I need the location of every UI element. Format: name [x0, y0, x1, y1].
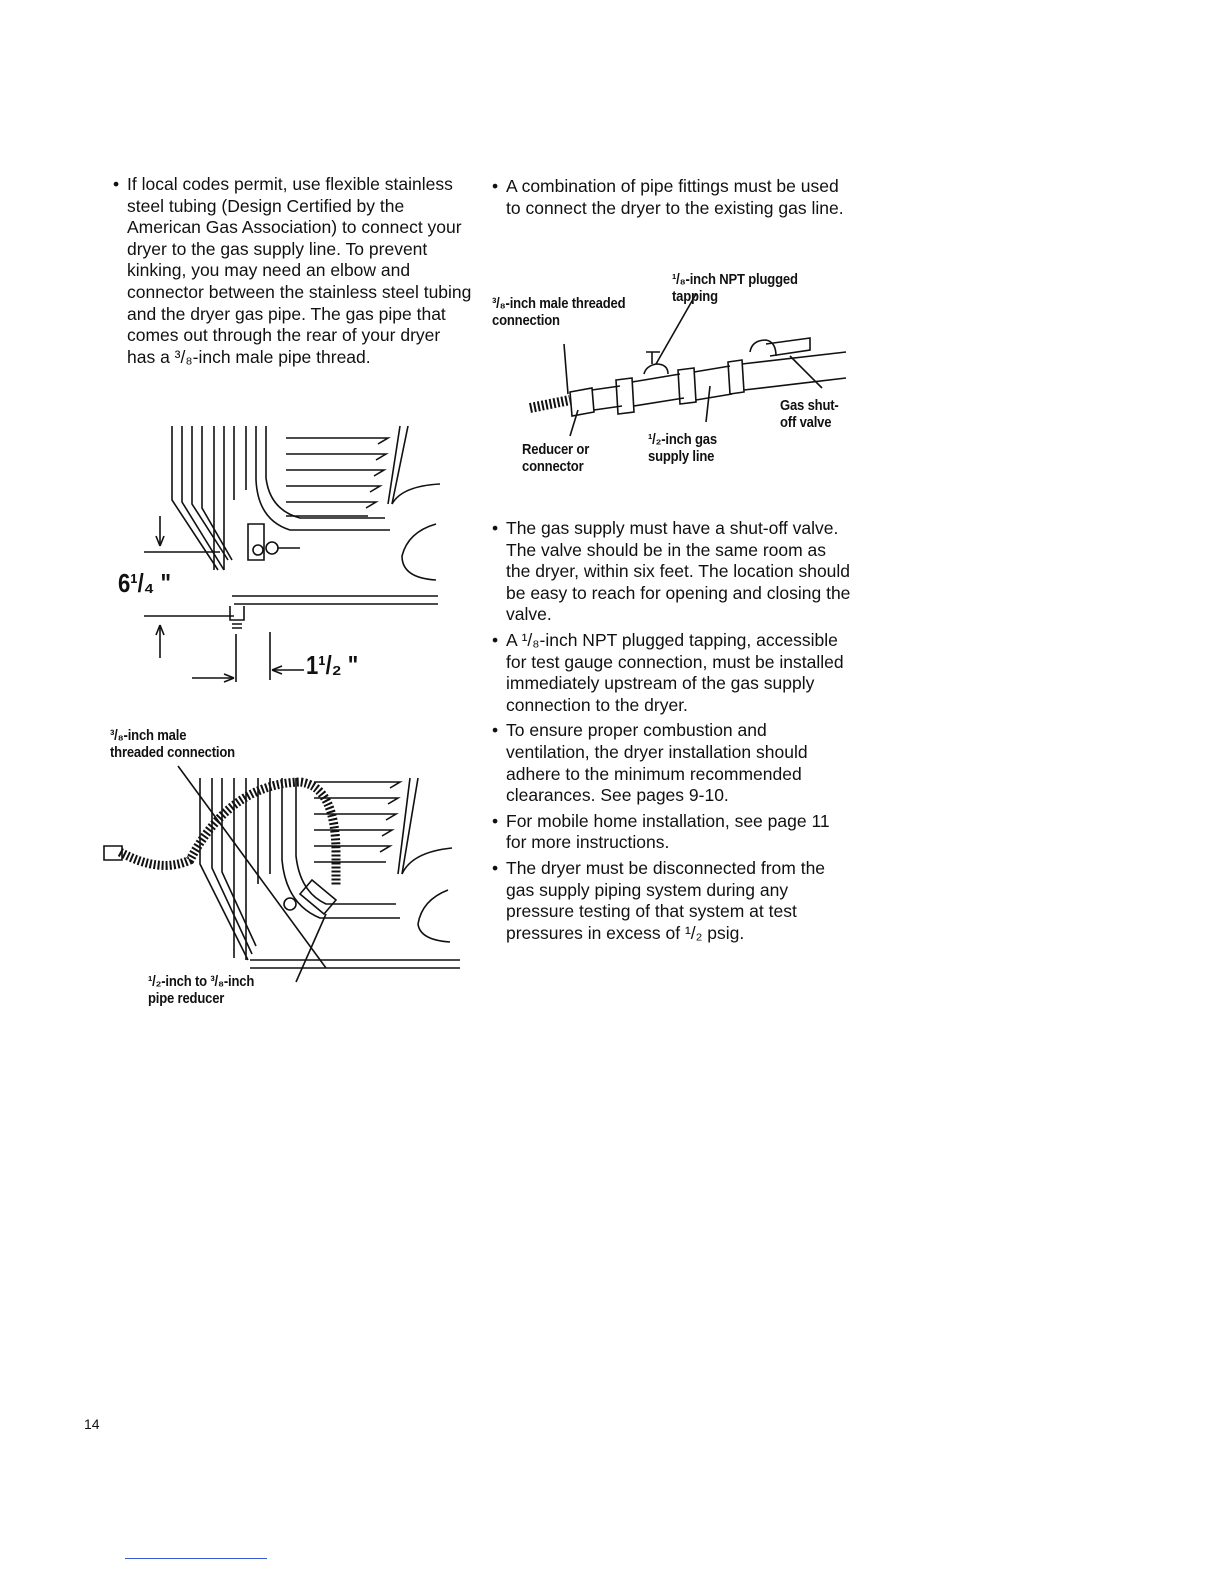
figure2-reducer-line1: ¹/₂-inch to ³/₈-inch	[148, 974, 255, 990]
figure2-reducer-line2: pipe reducer	[148, 991, 225, 1007]
figure3-shutoff-label	[780, 398, 839, 432]
pipe-fittings-paragraph: • A combination of pipe fittings must be used to connect the dryer to the existing gas line.	[492, 176, 852, 219]
figure3-plugged-label	[672, 272, 798, 306]
figure2-reducer-label	[148, 974, 254, 1008]
figure3-plugged-line2: tapping	[672, 289, 718, 305]
dimension-offset-label: 1¹/₂ "	[306, 650, 359, 680]
left-column	[113, 174, 473, 368]
figure3-reducer-label	[522, 442, 589, 476]
figure3-male-line1: ³/₈-inch male threaded	[492, 296, 626, 312]
footer-rule	[125, 1558, 267, 1559]
figure3-plugged-line1: ¹/₈-inch NPT plugged	[672, 272, 798, 288]
figure2-connection-line1: ³/₈-inch male	[110, 728, 187, 744]
npt-tapping-bullet: • A ¹/₈-inch NPT plugged tapping, accessible for test gauge connection, must be installed immediately upstream of the gas supply connection to the dryer.	[492, 630, 852, 716]
figure3-reducer-line1: Reducer or	[522, 442, 590, 458]
shutoff-valve-bullet: • The gas supply must have a shut-off valve. The valve should be in the same room as the dryer, within six feet. The location should be easy to reach for opening and closing the valve.	[492, 518, 852, 626]
figure3-male-line2: connection	[492, 313, 560, 329]
figure3-supply-label	[648, 432, 717, 466]
flexible-connector-figure	[100, 764, 470, 994]
page-number: 14	[84, 1416, 100, 1432]
figure3-supply-line1: ¹/₂-inch gas	[648, 432, 717, 448]
figure2-connection-label	[110, 728, 235, 762]
figure3-shutoff-line2: off valve	[780, 415, 832, 431]
figure3-shutoff-line1: Gas shut-	[780, 398, 839, 414]
flexible-tubing-paragraph: • If local codes permit, use flexible stainless steel tubing (Design Certified by the American Gas Association) to connect your dryer to the gas supply line. To prevent kinking, you may need an elbow and connector between the stainless steel tubing and the dryer gas pipe. The gas pipe that comes out through the rear of your dryer has a ³/₈-inch male pipe thread.	[113, 174, 473, 368]
clearances-bullet: • To ensure proper combustion and ventilation, the dryer installation should adhere to the minimum recommended clearances. See pages 9-10.	[492, 720, 852, 806]
dimension-height-label: 6¹/₄ "	[118, 568, 171, 598]
dryer-dimension-figure	[140, 420, 450, 690]
figure3-male-label	[492, 296, 625, 330]
figure2-connection-line2: threaded connection	[110, 745, 235, 761]
mobile-home-bullet: • For mobile home installation, see page 11 for more instructions.	[492, 811, 852, 854]
pressure-testing-bullet: • The dryer must be disconnected from the gas supply piping system during any pressure testing of that system at test pressures in excess of ¹/₂ psig.	[492, 858, 852, 944]
figure3-reducer-line2: connector	[522, 459, 584, 475]
figure3-supply-line2: supply line	[648, 449, 715, 465]
right-column-bullets	[492, 518, 852, 944]
right-column-intro	[492, 176, 852, 219]
